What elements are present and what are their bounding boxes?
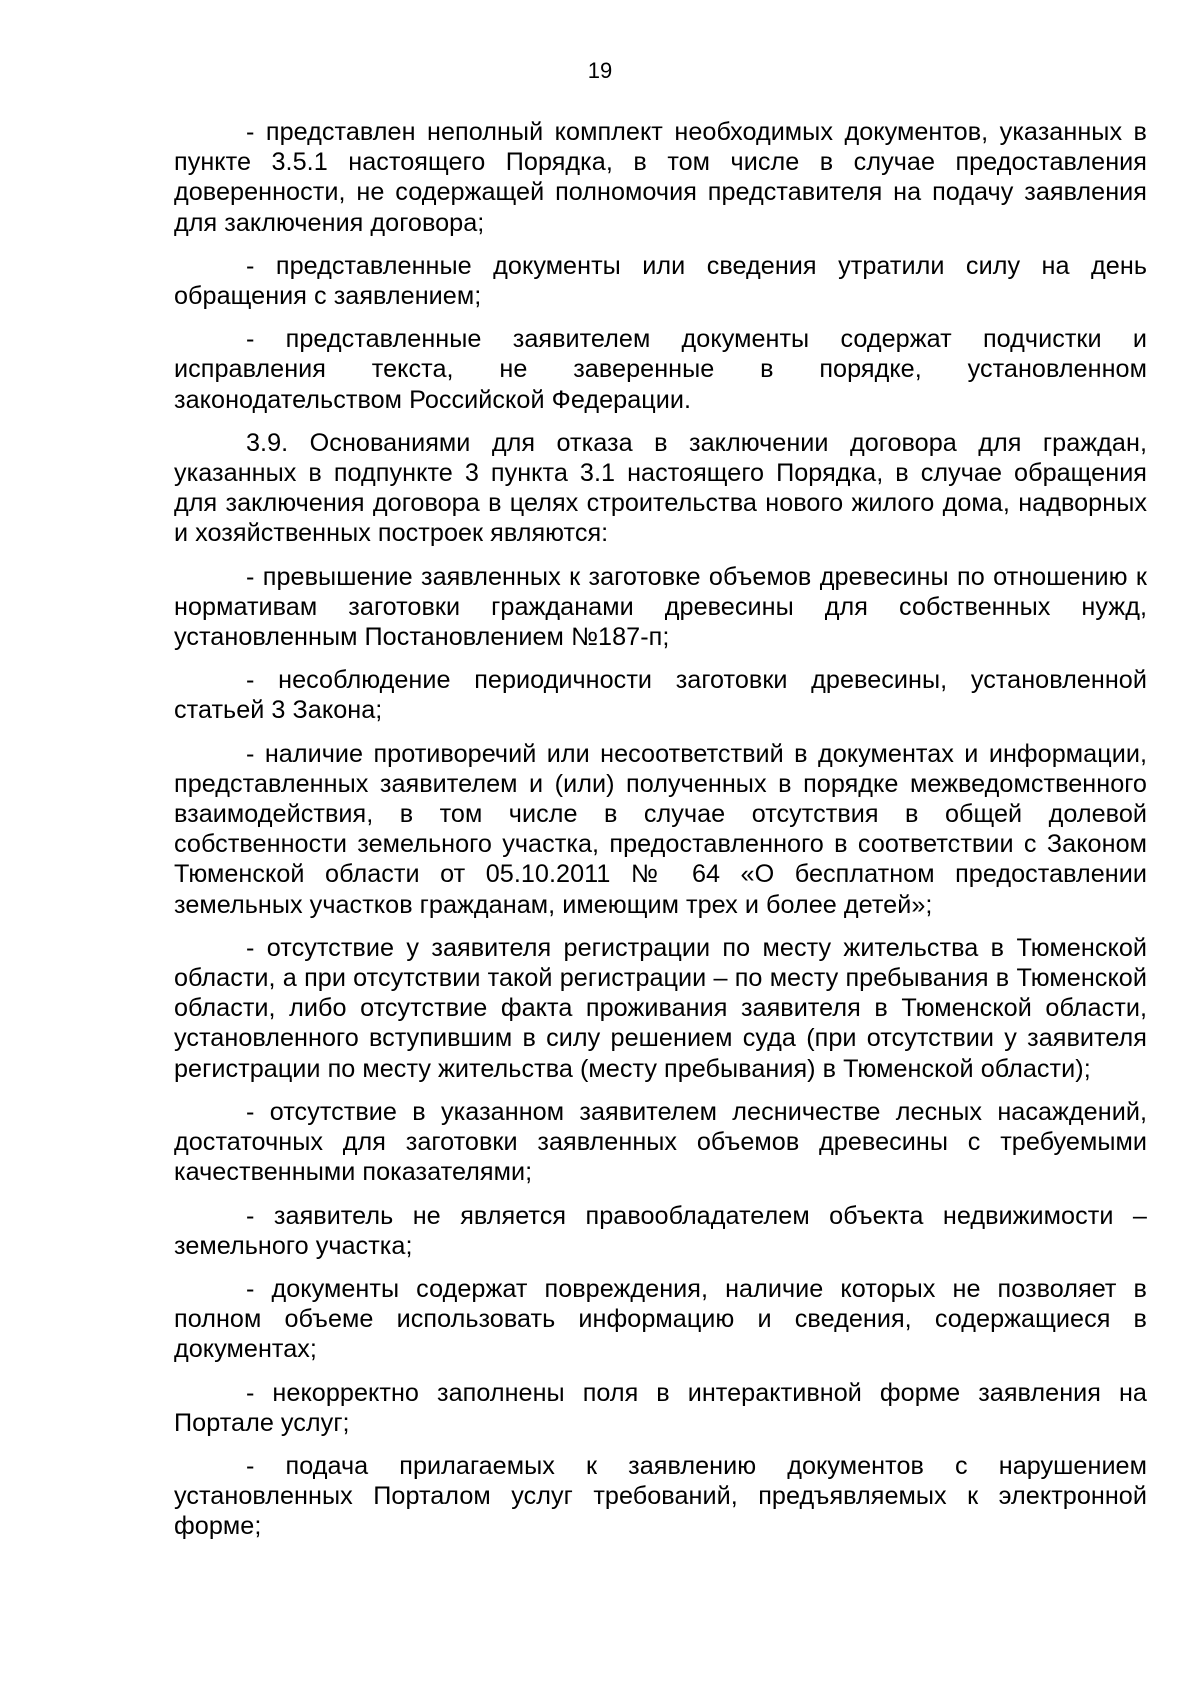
paragraph-periodicity: - несоблюдение периодичности заготовки древесины, установленной статьей 3 Закона; bbox=[174, 666, 1147, 725]
paragraph-incomplete-documents: - представлен неполный комплект необходимых документов, указанных в пункте 3.5.1 настоящего Порядка, в том числе в случае предоставления доверенности, не содержащей полномочия представителя на подачу заявления для заключения договора; bbox=[174, 118, 1147, 237]
paragraph-registration: - отсутствие у заявителя регистрации по месту жительства в Тюменской области, а при отсутствии такой регистрации – по месту пребывания в Тюменской области, либо отсутствие факта проживания заявителя в Тюменской области, установленного вступившим в силу решением суда (при отсутствии у заявителя регистрации по месту жительства (месту пребывания) в Тюменской области); bbox=[174, 933, 1147, 1083]
page-number: 19 bbox=[587, 58, 613, 83]
paragraph-not-rightholder: - заявитель не является правообладателем объекта недвижимости – земельного участка; bbox=[174, 1201, 1147, 1260]
paragraph-format-violation: - подача прилагаемых к заявлению документов с нарушением установленных Порталом услуг требований, предъявляемых к электронной форме; bbox=[174, 1451, 1147, 1541]
paragraph-erasures-corrections: - представленные заявителем документы содержат подчистки и исправления текста, не заверенные в порядке, установленном законодательством Российской Федерации. bbox=[174, 325, 1147, 414]
paragraph-expired-documents: - представленные документы или сведения утратили силу на день обращения с заявлением; bbox=[174, 251, 1147, 311]
paragraph-volume-excess: - превышение заявленных к заготовке объемов древесины по отношению к нормативам заготовки гражданами древесины для собственных нужд, установленным Постановлением №187-п; bbox=[174, 562, 1147, 652]
document-body bbox=[174, 117, 1147, 1555]
paragraph-contradictions: - наличие противоречий или несоответствий в документах и информации, представленных заявителем и (или) полученных в порядке межведомственного взаимодействия, в том числе в случае отсутствия в общей долевой собственности земельного участка, предоставленного в соответствии с Законом Тюменской области от 05.10.2011 № 64 «О бесплатном предоставлении земельных участков гражданам, имеющим трех и более детей»; bbox=[174, 739, 1147, 919]
paragraph-forest-absence: - отсутствие в указанном заявителем лесничестве лесных насаждений, достаточных для заготовки заявленных объемов древесины с требуемыми качественными показателями; bbox=[174, 1097, 1147, 1187]
paragraph-section-3-9: 3.9. Основаниями для отказа в заключении договора для граждан, указанных в подпункте 3 пункта 3.1 настоящего Порядка, в случае обращения для заключения договора в целях строительства нового жилого дома, надворных и хозяйственных построек являются: bbox=[174, 428, 1147, 548]
paragraph-incorrect-fields: - некорректно заполнены поля в интерактивной форме заявления на Портале услуг; bbox=[174, 1378, 1147, 1437]
paragraph-damaged-documents: - документы содержат повреждения, наличие которых не позволяет в полном объеме использовать информацию и сведения, содержащиеся в документах; bbox=[174, 1274, 1147, 1364]
